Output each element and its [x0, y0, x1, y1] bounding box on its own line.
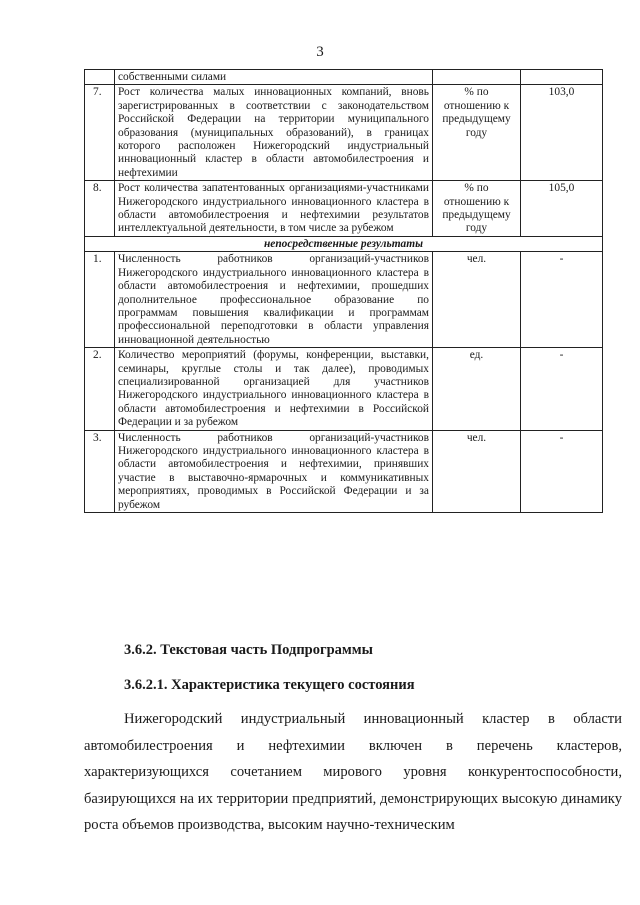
table-cell [85, 70, 115, 85]
section-heading: 3.6.2. Текстовая часть Подпрограммы [124, 642, 373, 658]
table-cell-value: - [521, 430, 603, 512]
table-row [85, 252, 603, 348]
table-cell-description: Численность работников организаций-участников Нижегородского индустриального инновационного кластера в области автомобилестроения и нефтехимии, прошедших дополнительное профессиональное образование по программам повышения квалификации и программам профессиональной переподготовки в области управления инновационной деятельностью [115, 252, 433, 348]
table-cell-description: Количество мероприятий (форумы, конференции, выставки, семинары, круглые столы и так далее), проводимых специализированной организацией для участников Нижегородского индустриального инновационного кластера в области автомобилестроения и нефтехимии в Российской Федерации и за рубежом [115, 348, 433, 430]
table-cell-number: 8. [85, 181, 115, 237]
table-cell-description: Рост количества запатентованных организациями-участниками Нижегородского индустриального инновационного кластера в области автомобилестроения и нефтехимии результатов интеллектуальной деятельности, в том числе за рубежом [115, 181, 433, 237]
table-cell [521, 70, 603, 85]
table-cell-number: 2. [85, 348, 115, 430]
section-header: непосредственные результаты [85, 236, 603, 251]
table-cell-description: Численность работников организаций-участников Нижегородского индустриального инновационного кластера в области автомобилестроения и нефтехимии, принявших участие в выставочно-ярмарочных и коммуникативных мероприятиях, проводимых в Российской Федерации и за рубежом [115, 430, 433, 512]
table-row [85, 85, 603, 181]
table-cell-number: 3. [85, 430, 115, 512]
table-cell-number: 1. [85, 252, 115, 348]
table-cell-value: - [521, 348, 603, 430]
table-cell-unit: чел. [433, 252, 521, 348]
table-cell-unit: % по отношению к предыдущему году [433, 85, 521, 181]
table-cell-value: 103,0 [521, 85, 603, 181]
table-cell-unit: ед. [433, 348, 521, 430]
table-cell-description: собственными силами [115, 70, 433, 85]
table-cell-value: - [521, 252, 603, 348]
table-row [85, 348, 603, 430]
subsection-heading: 3.6.2.1. Характеристика текущего состояния [124, 677, 415, 693]
page-number: 3 [316, 44, 324, 60]
table-cell-unit: чел. [433, 430, 521, 512]
table-cell-value: 105,0 [521, 181, 603, 237]
body-paragraph: Нижегородский индустриальный инновационный кластер в области автомобилестроения и нефтехимии включен в перечень кластеров, характеризующихся сочетанием мирового уровня конкурентоспособности, базирующихся на их территории предприятий, демонстрирующих высокую динамику роста объемов производства, высоким научно-техническим [84, 711, 622, 833]
indicators-table [84, 69, 603, 513]
table-cell-unit: % по отношению к предыдущему году [433, 181, 521, 237]
table-row [85, 430, 603, 512]
table-section-row [85, 236, 603, 251]
table-row [85, 70, 603, 85]
table-row [85, 181, 603, 237]
table-cell-description: Рост количества малых инновационных компаний, вновь зарегистрированных в соответствии с законодательством Российской Федерации на территории муниципального образования (муниципальных образований), в границах которого расположен Нижегородский индустриальный инновационный кластер в области автомобилестроения и нефтехимии [115, 85, 433, 181]
table-cell-number: 7. [85, 85, 115, 181]
table-cell [433, 70, 521, 85]
